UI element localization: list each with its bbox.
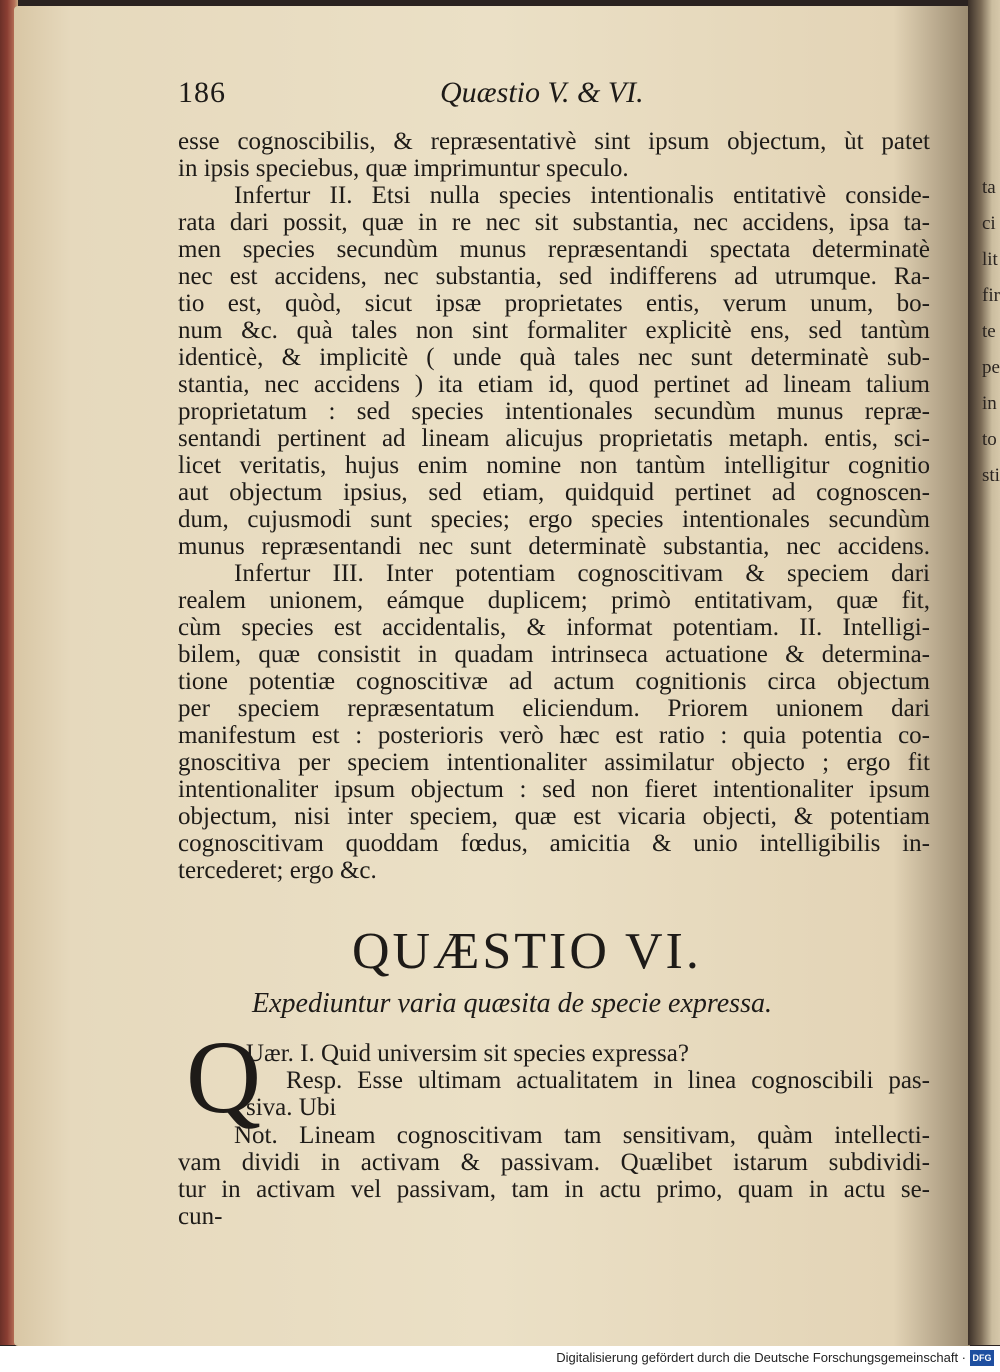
text-line: Infertur II. Etsi nulla species intentionalis entitativè conside-: [234, 182, 930, 209]
text-line: tio est, quòd, sicut ipsæ proprietates entis, verum unum, bo-: [178, 290, 930, 317]
text-line: Uær. I. Quid universim sit species expressa?: [246, 1040, 689, 1067]
text-line: sentandi pertinent ad lineam alicujus proprietatis metaph. entis, sci-: [178, 425, 930, 452]
text-line: objectum, nisi inter speciem, quæ est vicaria objecti, & potentiam: [178, 803, 930, 830]
text-line: per speciem repræsentatum eliciendum. Priorem unionem dari: [178, 695, 930, 722]
text-line: rata dari possit, quæ in re nec sit substantia, nec accidens, ipsa ta-: [178, 209, 930, 236]
text-line: munus repræsentandi nec sunt determinatè substantia, nec accidens.: [178, 533, 930, 560]
section-subtitle: Expediuntur varia quæsita de specie expressa.: [252, 988, 772, 1019]
drop-cap: Q: [186, 1020, 262, 1135]
text-line: num &c. quà tales non sint formaliter explicitè ens, sed tantùm: [178, 317, 930, 344]
text-line: Resp. Esse ultimam actualitatem in linea cognoscibili pas-: [286, 1067, 930, 1094]
text-line: tione potentiæ cognoscitivæ ad actum cognitionis circa objectum: [178, 668, 930, 695]
text-line: licet veritatis, hujus enim nomine non tantùm intelligitur cognitio: [178, 452, 930, 479]
page-header: [178, 76, 678, 120]
text-line: manifestum est : posterioris verò hæc est ratio : quia potentia co-: [178, 722, 930, 749]
text-line: esse cognoscibilis, & repræsentativè sint ipsum objectum, ùt patet: [178, 128, 930, 155]
text-line: siva. Ubi: [246, 1094, 337, 1121]
dfg-logo-icon: DFG: [970, 1350, 994, 1366]
text-line: bilem, quæ consistit in quadam intrinseca actuatione & determina-: [178, 641, 930, 668]
text-line: aut objectum ipsius, sed etiam, quidquid pertinet ad cognoscen-: [178, 479, 930, 506]
funding-notice: Digitalisierung gefördert durch die Deutsche Forschungsgemeinschaft ·: [556, 1350, 966, 1365]
text-line: cognoscitivam quoddam fœdus, amicitia & unio intelligibilis in-: [178, 830, 930, 857]
text-line: nec est accidens, nec substantia, sed indifferens ad utrumque. Ra-: [178, 263, 930, 290]
running-title: Quæstio V. & VI.: [440, 76, 644, 109]
text-line: realem unionem, eámque duplicem; primò entitativam, quæ fit,: [178, 587, 930, 614]
section-body-text: [178, 1122, 930, 1230]
section-opening-text: [246, 1040, 930, 1121]
text-line: gnoscitiva per speciem intentionaliter assimilatur objecto ; ergo fit: [178, 749, 930, 776]
text-line: vam dividi in activam & passivam. Quælibet istarum subdividi-: [178, 1149, 930, 1176]
text-line: identicè, & implicitè ( unde quà tales nec sunt determinatè sub-: [178, 344, 930, 371]
text-line: men species secundùm munus repræsentandi spectata determinatè: [178, 236, 930, 263]
text-line: in ipsis speciebus, quæ imprimuntur speculo.: [178, 155, 629, 182]
text-line: Not. Lineam cognoscitivam tam sensitivam, quàm intellecti-: [234, 1122, 930, 1149]
text-line: stantia, nec accidens ) ita etiam id, quod pertinet ad lineam talium: [178, 371, 930, 398]
text-line: proprietatum : sed species intentionales secundùm munus repræ-: [178, 398, 930, 425]
page-number: 186: [178, 76, 226, 109]
text-line: tur in activam vel passivam, tam in actu primo, quam in actu se-: [178, 1176, 930, 1203]
text-line: Infertur III. Inter potentiam cognoscitivam & speciem dari: [234, 560, 930, 587]
footer-bar: [0, 1346, 1000, 1372]
text-line: cun-: [178, 1203, 223, 1230]
section-title: QUÆSTIO VI.: [352, 923, 702, 980]
text-line: intentionaliter ipsum objectum : sed non fieret intentionaliter ipsum: [178, 776, 930, 803]
text-line: dum, cujusmodi sunt species; ergo species intentionales secundùm: [178, 506, 930, 533]
facing-page-fragments: ta ci lit fir te pe in to sti: [982, 177, 1000, 486]
body-text: [178, 128, 930, 884]
text-line: cùm species est accidentalis, & informat potentiam. II. Intelligi-: [178, 614, 930, 641]
text-line: tercederet; ergo &c.: [178, 857, 377, 884]
